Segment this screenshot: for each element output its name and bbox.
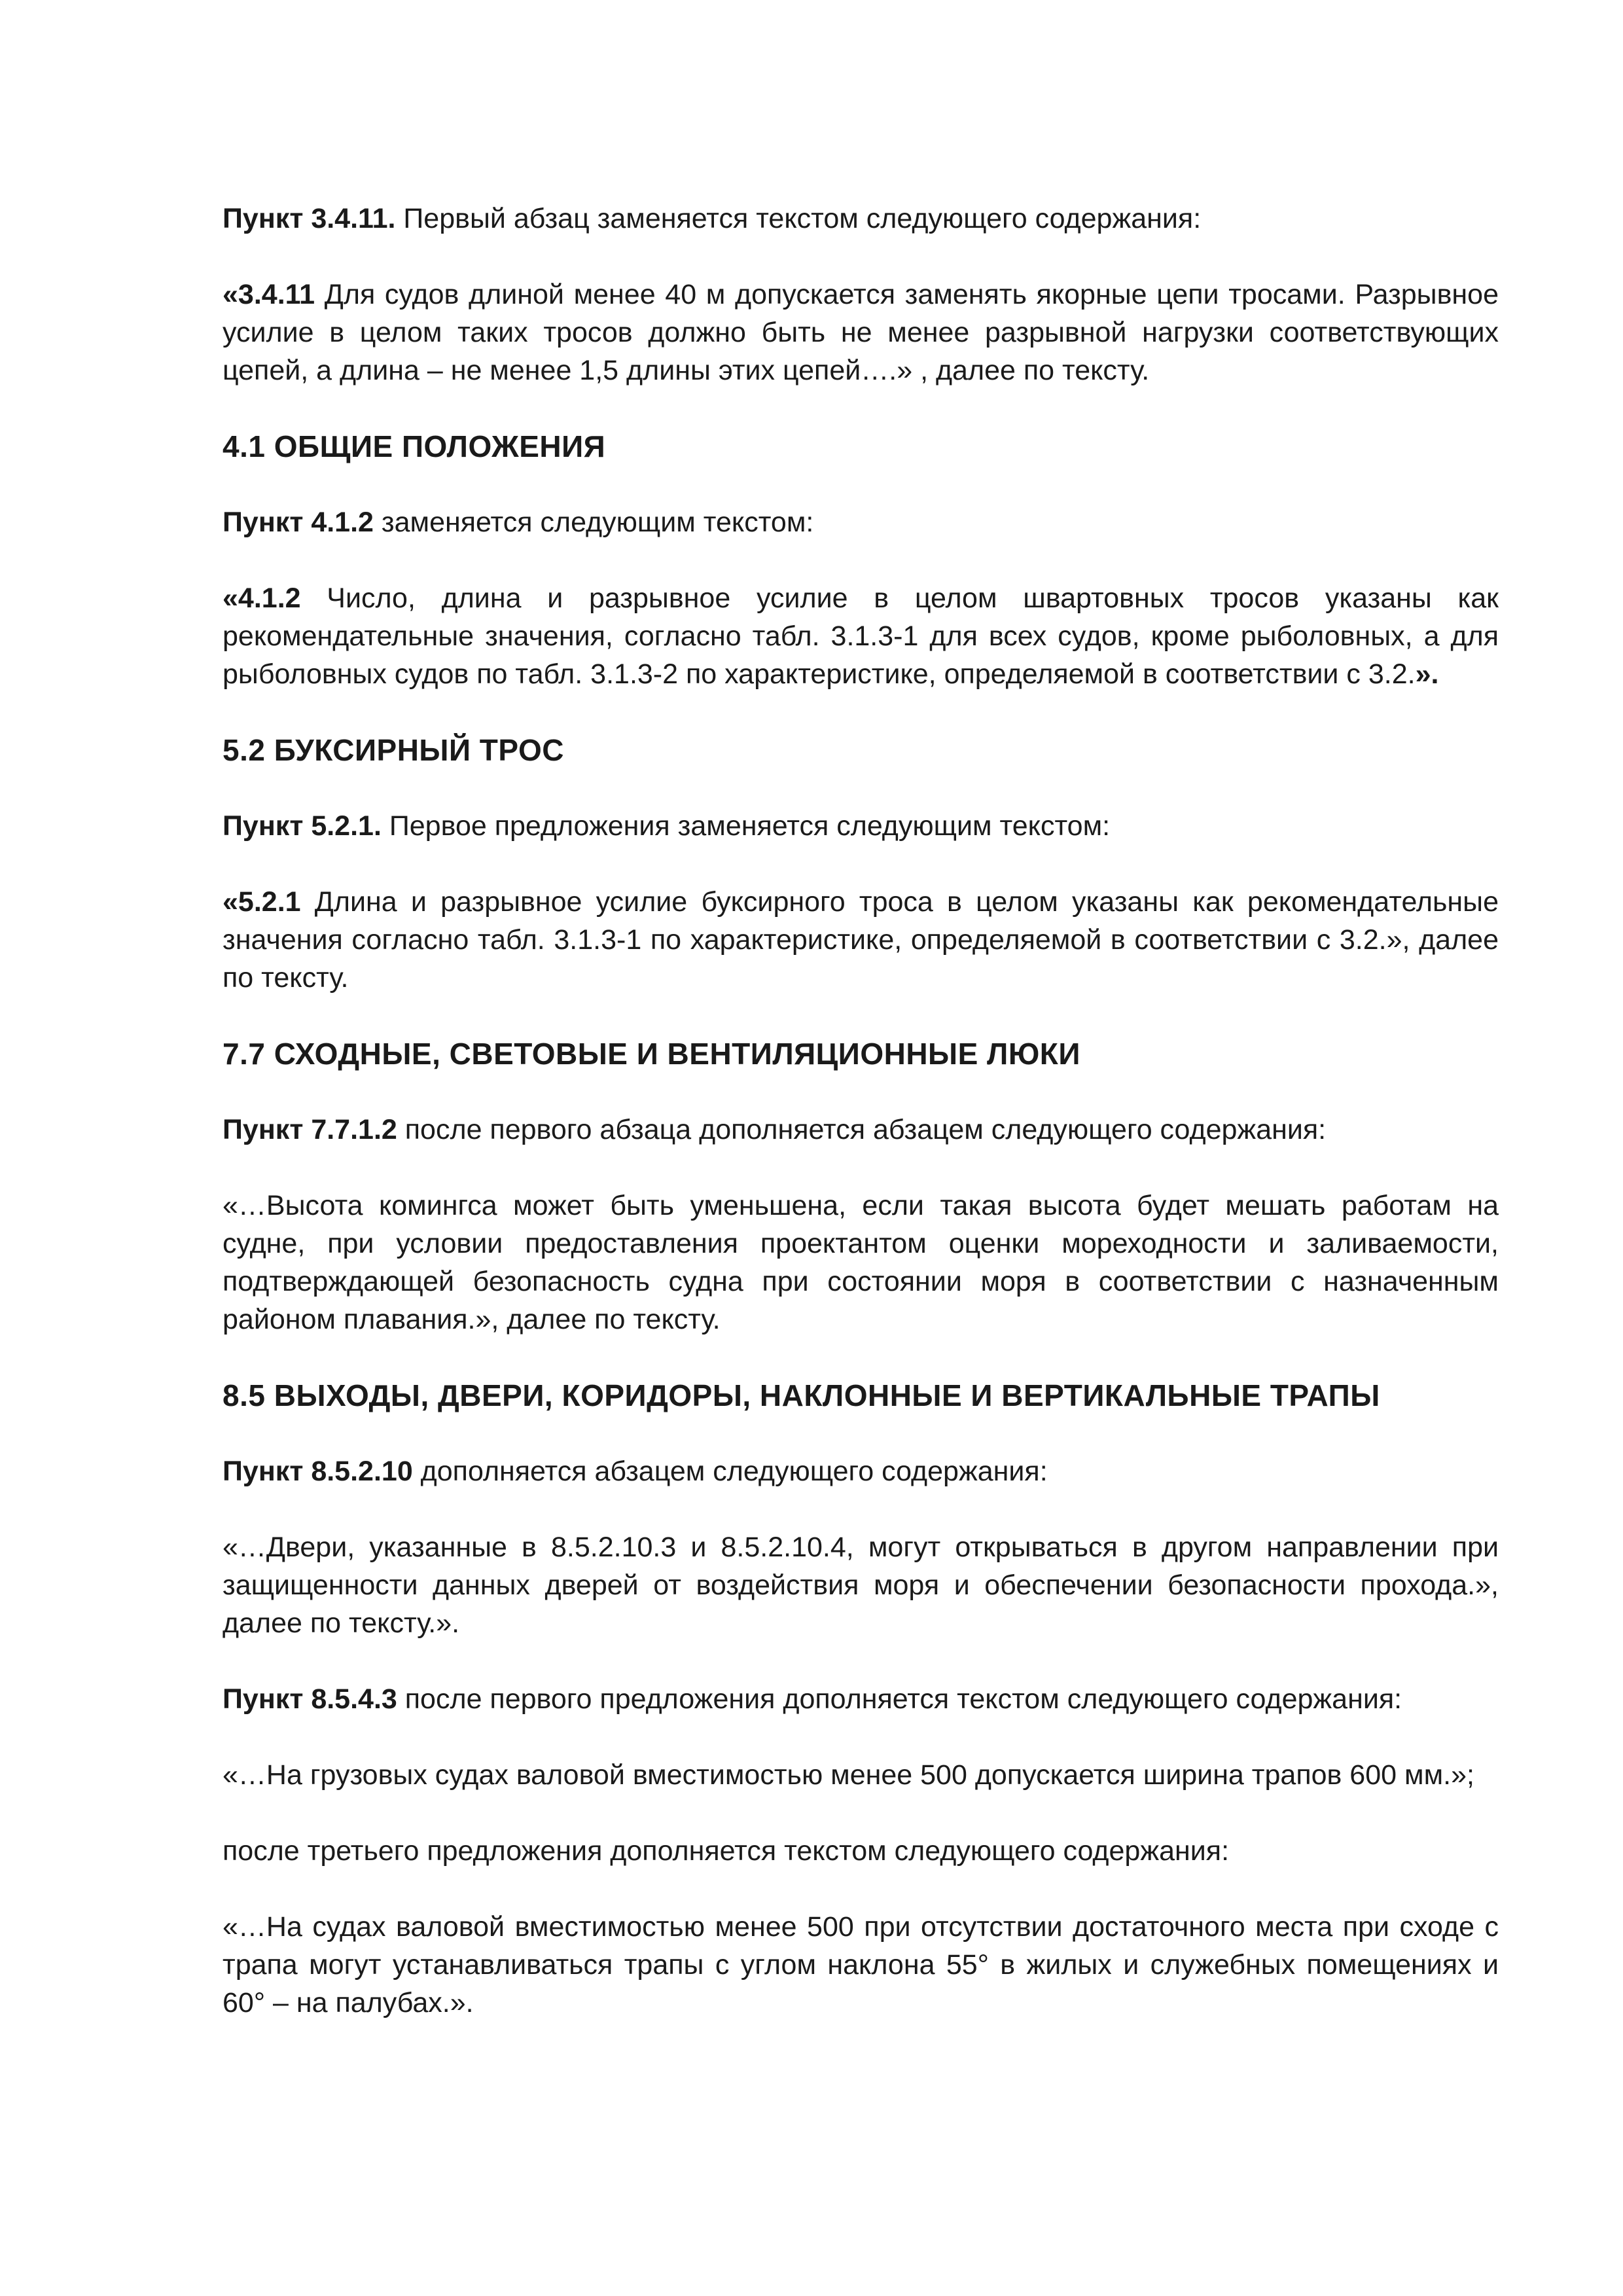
item-8-5-4-3-quote-2 <box>223 1908 1499 2022</box>
heading-4-1 <box>223 427 1499 465</box>
paragraph-text: «…На судах валовой вместимостью менее 500 при отсутствии достаточного места при сходе с трапа могут устанавливаться трапы с углом наклона 55° в жилых и служебных помещениях и 60° – на палубах.». <box>223 1911 1499 2018</box>
item-8-5-4-3-after-third <box>223 1832 1499 1870</box>
section-heading-text: 5.2 БУКСИРНЫЙ ТРОС <box>223 733 564 767</box>
paragraph-text: «…Двери, указанные в 8.5.2.10.3 и 8.5.2.10.4, могут открываться в другом направлении при защищенности данных дверей от воздействия моря и обеспечении безопасности прохода.», далее по тексту.». <box>223 1532 1499 1639</box>
paragraph-text: после первого абзаца дополняется абзацем следующего содержания: <box>397 1114 1327 1145</box>
item-7-7-1-2-quote <box>223 1187 1499 1338</box>
heading-8-5 <box>223 1376 1499 1414</box>
item-number: Пункт 3.4.11. <box>223 203 396 234</box>
paragraph-text: Число, длина и разрывное усилие в целом швартовных тросов указаны как рекомендательные значения, согласно табл. 3.1.3-1 для всех судов, кроме рыболовных, а для рыболовных судов по табл. 3.1.3-2 по характеристике, определяемой в соответствии с 3.2. <box>223 583 1499 690</box>
paragraph-text: Длина и разрывное усилие буксирного троса в целом указаны как рекомендательные значения согласно табл. 3.1.3-1 по характеристике, определяемой в соответствии с 3.2.», далее по тексту. <box>223 886 1499 994</box>
paragraph-text: Первый абзац заменяется текстом следующего содержания: <box>395 203 1202 234</box>
item-8-5-4-3-intro <box>223 1680 1499 1718</box>
paragraph-text: «…Высота комингса может быть уменьшена, если такая высота будет мешать работам на судне, при условии предоставления проектантом оценки мореходности и заливаемости, подтверждающей безопасность судна при состоянии моря в соответствии с назначенным районом плавания.», далее по тексту. <box>223 1190 1499 1335</box>
item-4-1-2-quote <box>223 579 1499 693</box>
paragraph-text: заменяется следующим текстом: <box>373 507 814 538</box>
paragraph-text: после третьего предложения дополняется текстом следующего содержания: <box>223 1835 1230 1867</box>
paragraph-text: Первое предложения заменяется следующим текстом: <box>381 810 1111 842</box>
paragraph-text: «…На грузовых судах валовой вместимостью менее 500 допускается ширина трапов 600 мм.»; <box>223 1759 1474 1791</box>
section-heading-text: 8.5 ВЫХОДЫ, ДВЕРИ, КОРИДОРЫ, НАКЛОННЫЕ И ВЕРТИКАЛЬНЫЕ ТРАПЫ <box>223 1378 1380 1412</box>
section-heading-text: 7.7 СХОДНЫЕ, СВЕТОВЫЕ И ВЕНТИЛЯЦИОННЫЕ ЛЮКИ <box>223 1037 1080 1071</box>
item-number: Пункт 7.7.1.2 <box>223 1114 397 1145</box>
item-number: Пункт 8.5.2.10 <box>223 1456 413 1487</box>
item-number: «4.1.2 <box>223 583 301 614</box>
item-number: Пункт 8.5.4.3 <box>223 1683 397 1715</box>
paragraph-text: после первого предложения дополняется текстом следующего содержания: <box>397 1683 1402 1715</box>
item-5-2-1-intro <box>223 807 1499 845</box>
item-number: Пункт 4.1.2 <box>223 507 374 538</box>
item-8-5-4-3-quote-1 <box>223 1756 1499 1794</box>
paragraph-text: Для судов длиной менее 40 м допускается заменять якорные цепи тросами. Разрывное усилие в целом таких тросов должно быть не менее разрывной нагрузки соответствующих цепей, а длина – не менее 1,5 длины этих цепей….» , далее по тексту. <box>223 279 1499 386</box>
item-8-5-2-10-intro <box>223 1452 1499 1490</box>
item-3-4-11-quote <box>223 276 1499 389</box>
item-7-7-1-2-intro <box>223 1111 1499 1149</box>
item-8-5-2-10-quote <box>223 1528 1499 1642</box>
quote-close: ». <box>1415 658 1439 690</box>
item-3-4-11-intro <box>223 200 1499 238</box>
item-4-1-2-intro <box>223 503 1499 541</box>
item-number: Пункт 5.2.1. <box>223 810 382 842</box>
document-body <box>223 200 1499 2060</box>
item-number: «3.4.11 <box>223 279 315 310</box>
heading-7-7 <box>223 1035 1499 1073</box>
section-heading-text: 4.1 ОБЩИЕ ПОЛОЖЕНИЯ <box>223 429 606 463</box>
item-5-2-1-quote <box>223 883 1499 997</box>
heading-5-2 <box>223 731 1499 769</box>
item-number: «5.2.1 <box>223 886 301 918</box>
paragraph-text: дополняется абзацем следующего содержания: <box>412 1456 1048 1487</box>
